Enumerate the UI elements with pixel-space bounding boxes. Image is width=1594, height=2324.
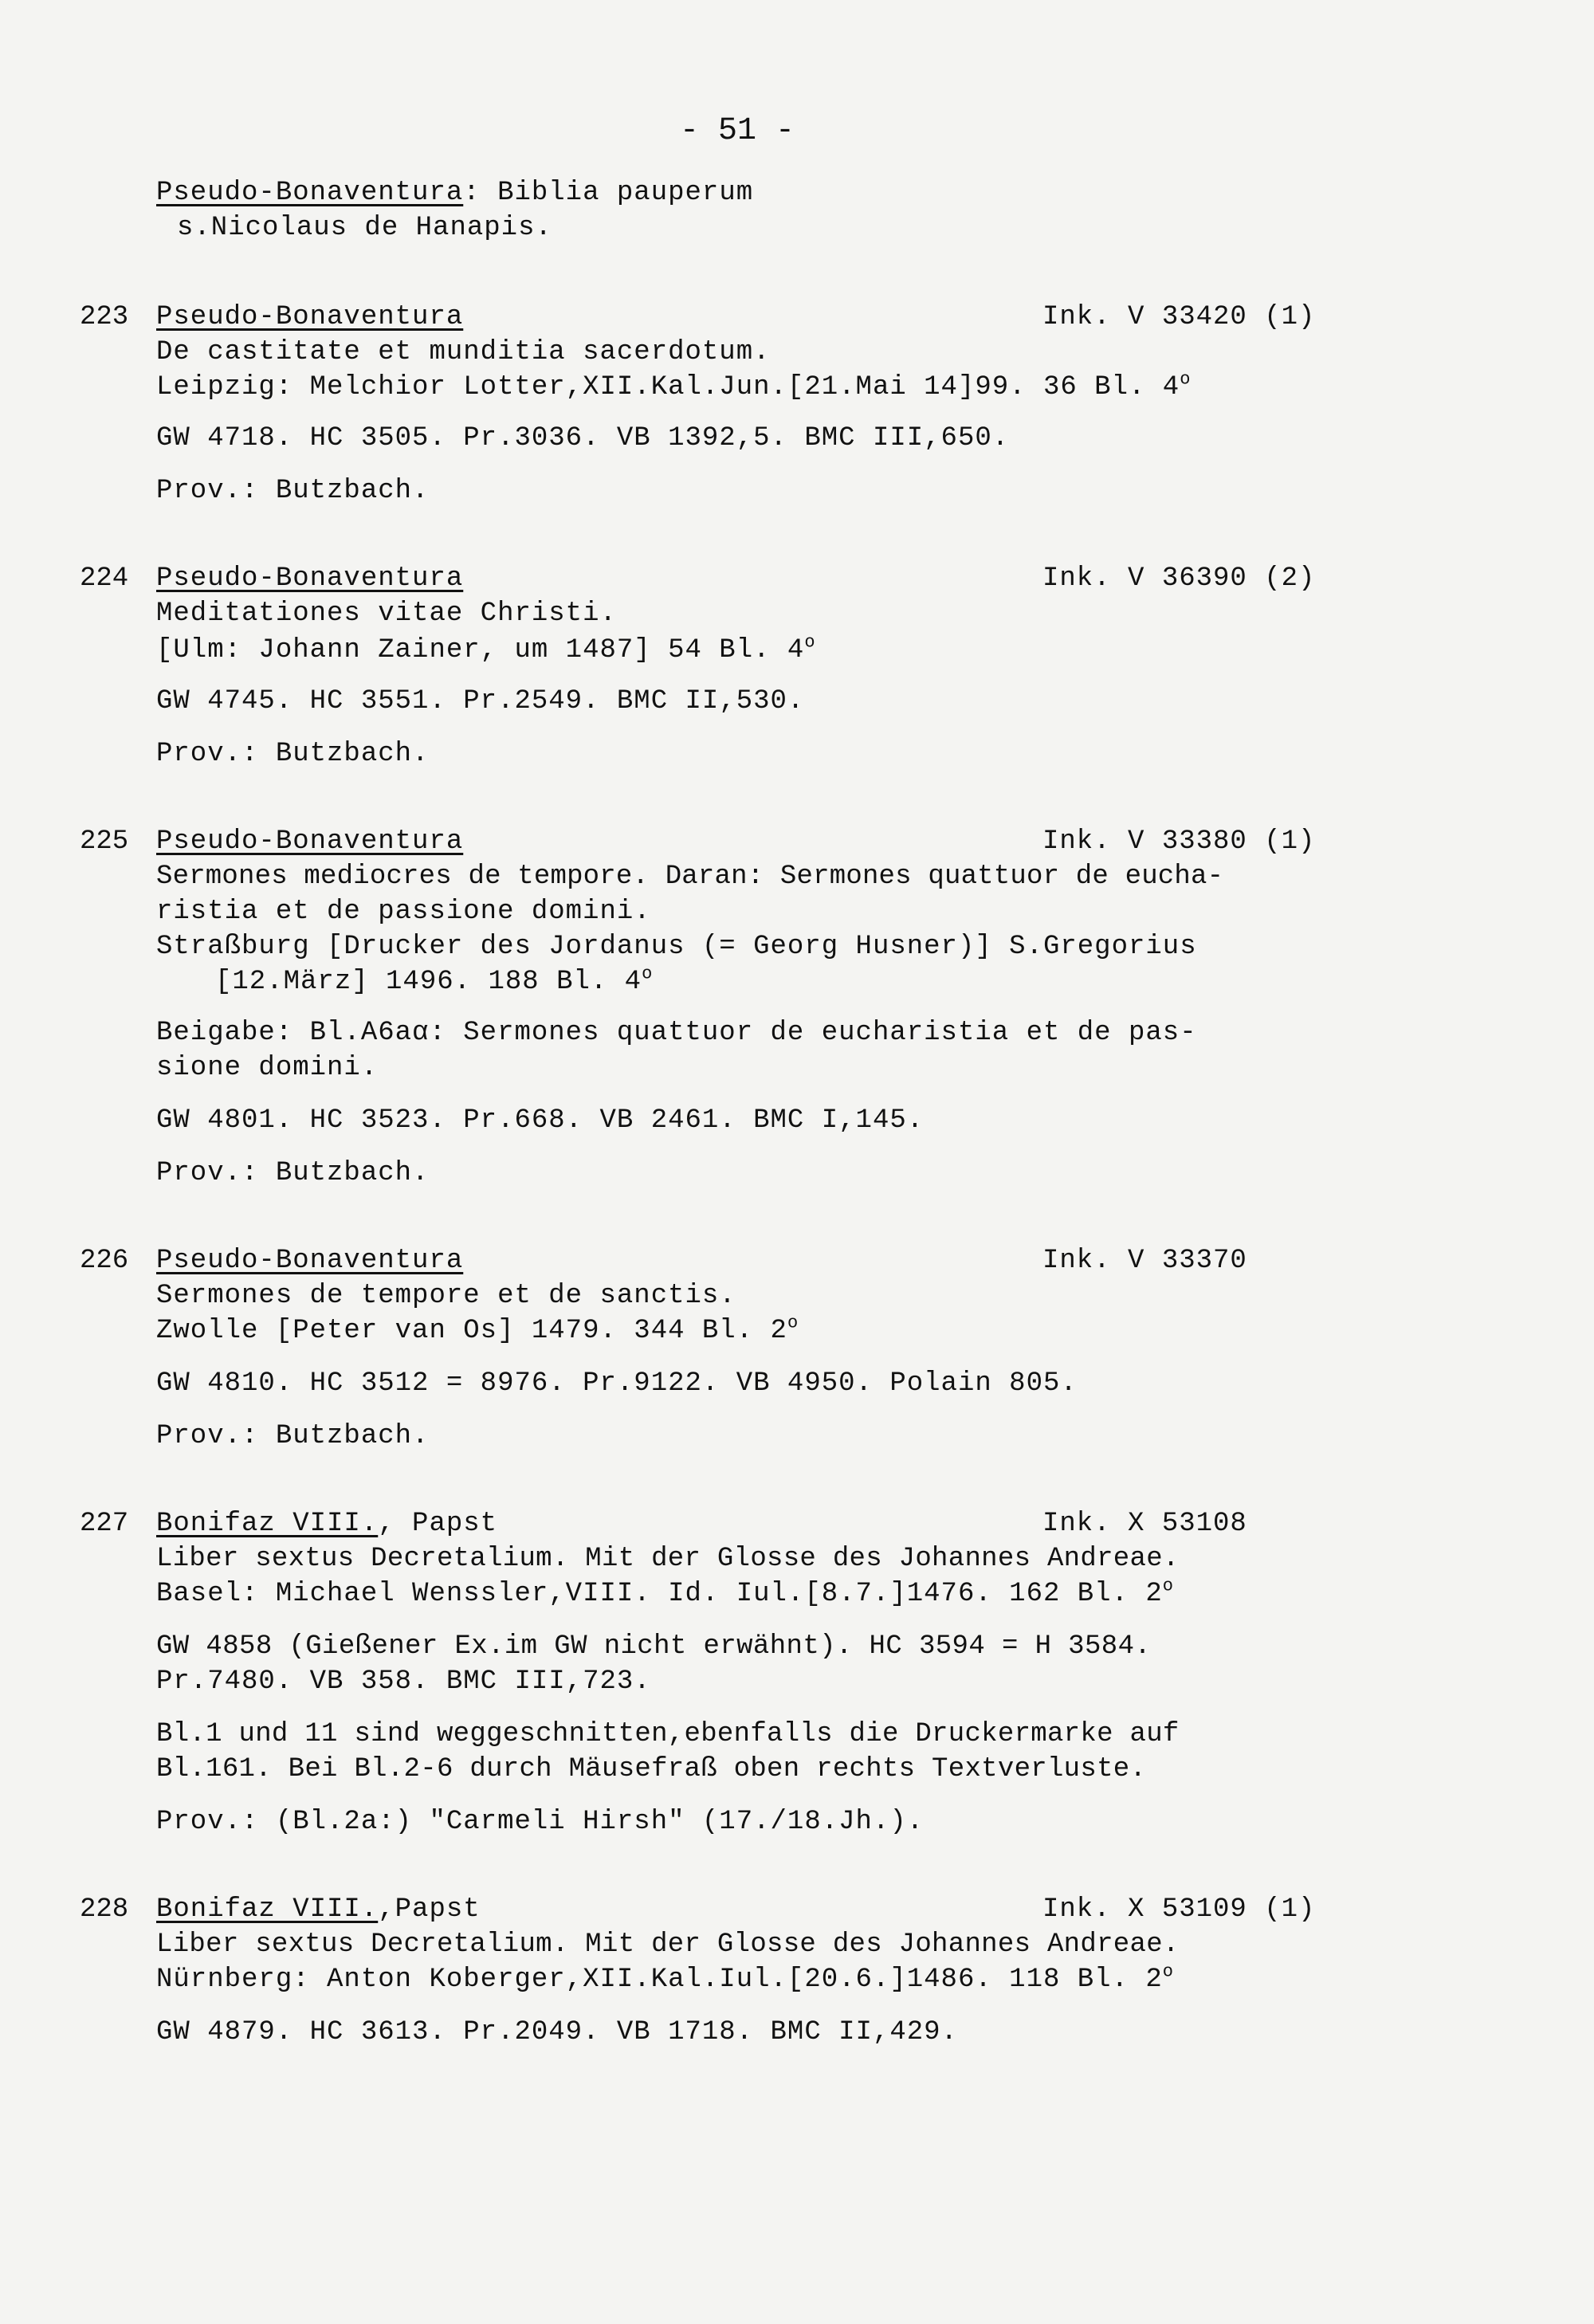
entry-author: Bonifaz VIII.,Papst — [156, 1894, 481, 1925]
entry-references: GW 4879. HC 3613. Pr.2049. VB 1718. BMC II,429. — [156, 2017, 958, 2047]
entry-note-cont: Bl.161. Bei Bl.2-6 durch Mäusefraß oben rechts Textverluste. — [156, 1754, 1147, 1784]
entry-references: GW 4718. HC 3505. Pr.3036. VB 1392,5. BMC III,650. — [156, 423, 1010, 453]
entry-number: 223 — [80, 302, 129, 332]
cross-ref-author: Pseudo-Bonaventura — [156, 178, 464, 208]
entry-title-cont: ristia et de passione domini. — [156, 897, 651, 927]
entry-author: Bonifaz VIII., Papst — [156, 1509, 498, 1539]
entry-imprint: [Ulm: Johann Zainer, um 1487] 54 Bl. 4$^o$ — [156, 632, 816, 665]
entry-number: 226 — [80, 1246, 129, 1276]
entry-title: Sermones mediocres de tempore. Daran: Sermones quattuor de eucha- — [156, 862, 1224, 892]
cross-ref-title: : Biblia pauperum — [463, 178, 754, 208]
entry-references-cont: Pr.7480. VB 358. BMC III,723. — [156, 1666, 651, 1697]
entry-shelfmark: Ink. V 33380 (1) — [1042, 826, 1316, 857]
entry-provenance: Prov.: Butzbach. — [156, 476, 430, 506]
entry-shelfmark: Ink. X 53108 — [1042, 1509, 1247, 1539]
entry-number: 225 — [80, 826, 129, 857]
entry-shelfmark: Ink. V 33420 (1) — [1042, 302, 1316, 332]
entry-title: Sermones de tempore et de sanctis. — [156, 1281, 736, 1311]
entry-title: De castitate et munditia sacerdotum. — [156, 337, 771, 367]
entry-number: 224 — [80, 563, 129, 594]
entry-imprint: Straßburg [Drucker des Jordanus (= Georg Husner)] S.Gregorius — [156, 932, 1197, 962]
entry-note: Beigabe: Bl.A6aα: Sermones quattuor de eucharistia et de pas- — [156, 1018, 1197, 1048]
cross-ref-line — [156, 177, 753, 209]
entry-author: Pseudo-Bonaventura — [156, 302, 464, 332]
entry-number: 227 — [80, 1509, 129, 1539]
entry-references: GW 4745. HC 3551. Pr.2549. BMC II,530. — [156, 686, 805, 716]
entry-shelfmark: Ink. V 33370 — [1042, 1246, 1247, 1276]
entry-note-cont: sione domini. — [156, 1053, 379, 1083]
entry-provenance: Prov.: Butzbach. — [156, 1421, 430, 1451]
entry-number: 228 — [80, 1894, 129, 1925]
entry-note: Bl.1 und 11 sind weggeschnitten,ebenfalls die Druckermarke auf — [156, 1719, 1180, 1749]
entry-provenance: Prov.: (Bl.2a:) "Carmeli Hirsh" (17./18.Jh.). — [156, 1807, 925, 1837]
entry-provenance: Prov.: Butzbach. — [156, 739, 430, 769]
entry-provenance: Prov.: Butzbach. — [156, 1158, 430, 1188]
entry-author: Pseudo-Bonaventura — [156, 1246, 464, 1276]
entry-shelfmark: Ink. X 53109 (1) — [1042, 1894, 1316, 1925]
cross-ref-see: s.Nicolaus de Hanapis. — [177, 213, 552, 243]
entry-imprint-cont: [12.März] 1496. 188 Bl. 4$^o$ — [215, 964, 654, 997]
entry-imprint: Zwolle [Peter van Os] 1479. 344 Bl. 2$^o$ — [156, 1313, 799, 1346]
page-number: - 51 - — [679, 113, 795, 149]
entry-title: Liber sextus Decretalium. Mit der Glosse des Johannes Andreae. — [156, 1929, 1180, 1960]
entry-references: GW 4801. HC 3523. Pr.668. VB 2461. BMC I,145. — [156, 1105, 925, 1136]
entry-references: GW 4810. HC 3512 = 8976. Pr.9122. VB 4950. Polain 805. — [156, 1368, 1078, 1399]
entry-imprint: Basel: Michael Wenssler,VIII. Id. Iul.[8.7.]1476. 162 Bl. 2$^o$ — [156, 1576, 1174, 1609]
entry-shelfmark: Ink. V 36390 (2) — [1042, 563, 1316, 594]
entry-references: GW 4858 (Gießener Ex.im GW nicht erwähnt). HC 3594 = H 3584. — [156, 1631, 1152, 1662]
entry-imprint: Nürnberg: Anton Koberger,XII.Kal.Iul.[20.6.]1486. 118 Bl. 2$^o$ — [156, 1961, 1174, 1995]
entry-author: Pseudo-Bonaventura — [156, 563, 464, 594]
entry-imprint: Leipzig: Melchior Lotter,XII.Kal.Jun.[21.Mai 14]99. 36 Bl. 4$^o$ — [156, 369, 1192, 402]
entry-title: Liber sextus Decretalium. Mit der Glosse des Johannes Andreae. — [156, 1544, 1180, 1574]
entry-title: Meditationes vitae Christi. — [156, 599, 617, 629]
entry-author: Pseudo-Bonaventura — [156, 826, 464, 857]
